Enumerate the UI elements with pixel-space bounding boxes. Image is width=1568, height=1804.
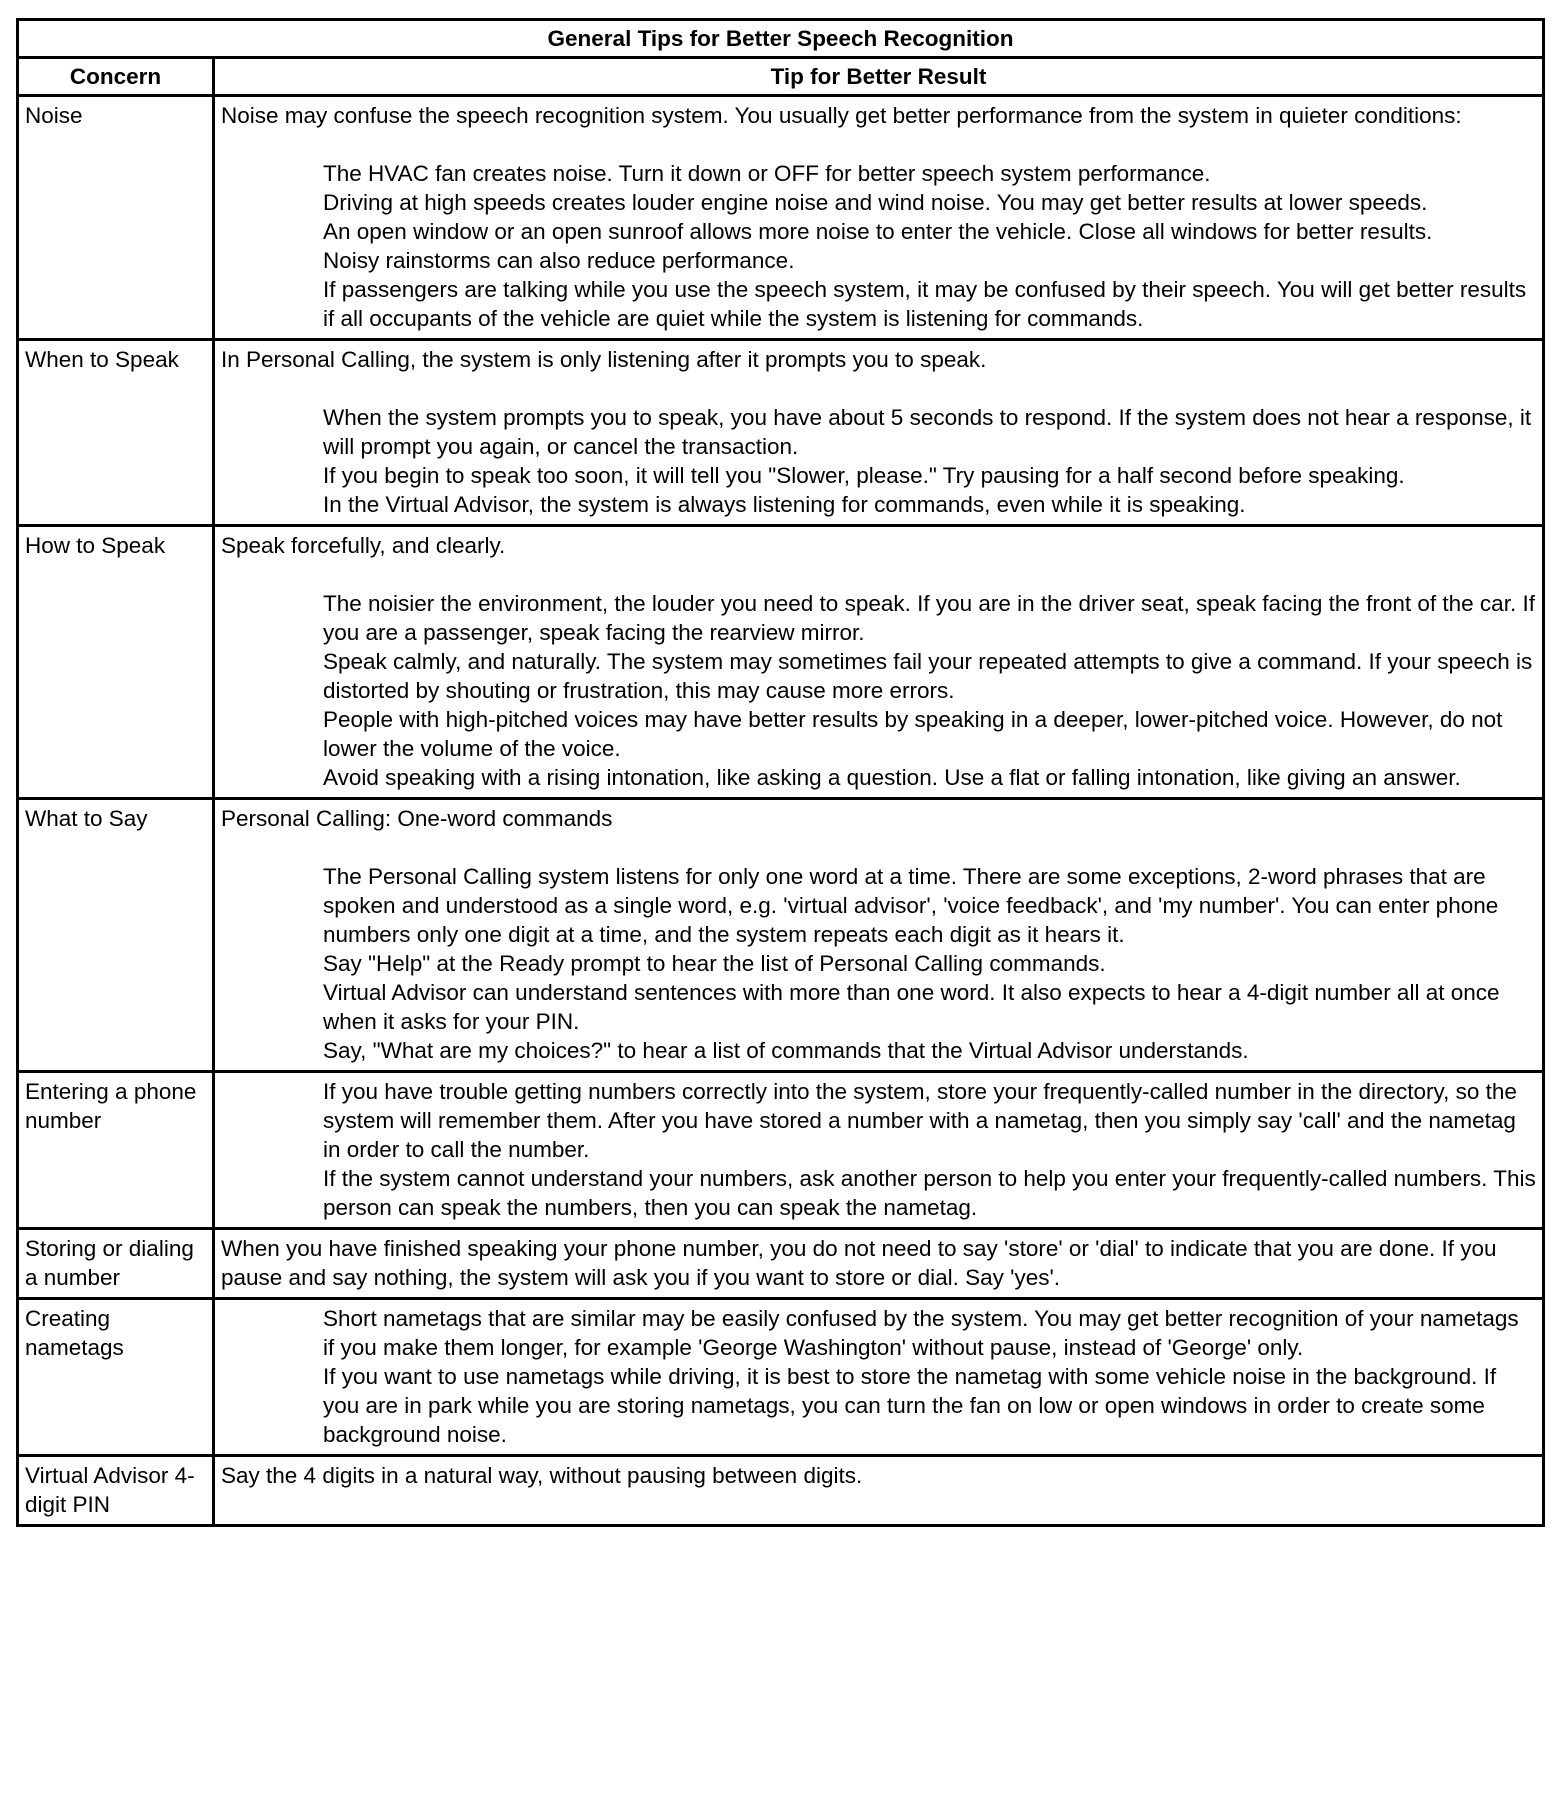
- tip-item: If the system cannot understand your numbers, ask another person to help you enter your frequently-called numbers. This person can speak the numbers, then you can speak the nametag.: [323, 1166, 1536, 1220]
- tip-item: If you want to use nametags while driving, it is best to store the nametag with some vehicle noise in the background. If you are in park while you are storing nametags, you can turn the fan on low or open windows in order to create some background noise.: [323, 1364, 1497, 1447]
- tip-item: If passengers are talking while you use the speech system, it may be confused by their speech. You will get better results if all occupants of the vehicle are quiet while the system is listening for commands.: [323, 277, 1527, 331]
- tip-item: The noisier the environment, the louder you need to speak. If you are in the driver seat, speak facing the front of the car. If you are a passenger, speak facing the rearview mirror.: [323, 591, 1535, 645]
- concern-cell: Virtual Advisor 4-digit PIN: [18, 1456, 214, 1526]
- tip-item: Speak calmly, and naturally. The system may sometimes fail your repeated attempts to give a command. If your speech is distorted by shouting or frustration, this may cause more errors.: [323, 649, 1533, 703]
- tip-cell: [214, 1229, 1544, 1299]
- speech-tips-document: [16, 18, 1542, 1527]
- tip-list: [221, 159, 1536, 333]
- table-row: [18, 526, 1544, 799]
- tip-intro: Noise may confuse the speech recognition system. You usually get better performance from the system in quieter conditions:: [221, 103, 1462, 128]
- concern-cell: Entering a phone number: [18, 1072, 214, 1229]
- tip-item: The HVAC fan creates noise. Turn it down or OFF for better speech system performance.: [323, 161, 1211, 186]
- tip-intro: Personal Calling: One-word commands: [221, 806, 613, 831]
- tip-intro: In Personal Calling, the system is only listening after it prompts you to speak.: [221, 347, 987, 372]
- table-title: General Tips for Better Speech Recognition: [18, 20, 1544, 58]
- tip-list: [221, 862, 1536, 1065]
- tip-intro: Say the 4 digits in a natural way, without pausing between digits.: [221, 1463, 863, 1488]
- tip-item: Virtual Advisor can understand sentences with more than one word. It also expects to hear a 4-digit number all at once when it asks for your PIN.: [323, 980, 1500, 1034]
- tip-list: [221, 1077, 1536, 1222]
- concern-cell: How to Speak: [18, 526, 214, 799]
- column-header-concern: Concern: [18, 58, 214, 96]
- tip-list: [221, 1304, 1536, 1449]
- tip-item: Avoid speaking with a rising intonation, like asking a question. Use a flat or falling intonation, like giving an answer.: [323, 765, 1461, 790]
- table-row: [18, 340, 1544, 526]
- tip-item: People with high-pitched voices may have better results by speaking in a deeper, lower-pitched voice. However, do not lower the volume of the voice.: [323, 707, 1503, 761]
- tip-item: When the system prompts you to speak, you have about 5 seconds to respond. If the system does not hear a response, it will prompt you again, or cancel the transaction.: [323, 405, 1532, 459]
- tip-list: [221, 403, 1536, 519]
- concern-cell: Creating nametags: [18, 1299, 214, 1456]
- spacer: [221, 833, 1536, 862]
- concern-cell: What to Say: [18, 799, 214, 1072]
- tip-item: The Personal Calling system listens for only one word at a time. There are some exceptions, 2-word phrases that are spoken and understood as a single word, e.g. 'virtual advisor', 'voice feedback', and 'my number'. You can enter phone numbers only one digit at a time, and the system repeats each digit as it hears it.: [323, 864, 1499, 947]
- table-row: [18, 96, 1544, 340]
- concern-cell: When to Speak: [18, 340, 214, 526]
- table-body: [18, 96, 1544, 1526]
- table-row: [18, 1299, 1544, 1456]
- spacer: [221, 130, 1536, 159]
- concern-cell: Noise: [18, 96, 214, 340]
- tip-item: Say "Help" at the Ready prompt to hear the list of Personal Calling commands.: [323, 951, 1106, 976]
- tip-cell: [214, 96, 1544, 340]
- tip-intro: Speak forcefully, and clearly.: [221, 533, 506, 558]
- speech-tips-table: [16, 18, 1545, 1527]
- tip-item: Say, "What are my choices?" to hear a list of commands that the Virtual Advisor understands.: [323, 1038, 1249, 1063]
- table-row: [18, 799, 1544, 1072]
- concern-cell: Storing or dialing a number: [18, 1229, 214, 1299]
- table-row: [18, 1229, 1544, 1299]
- tip-cell: [214, 799, 1544, 1072]
- tip-item: Driving at high speeds creates louder engine noise and wind noise. You may get better results at lower speeds.: [323, 190, 1428, 215]
- table-row: [18, 1072, 1544, 1229]
- tip-item: Noisy rainstorms can also reduce performance.: [323, 248, 795, 273]
- tip-cell: [214, 1072, 1544, 1229]
- column-header-tip: Tip for Better Result: [214, 58, 1544, 96]
- tip-cell: [214, 526, 1544, 799]
- tip-cell: [214, 340, 1544, 526]
- table-row: [18, 1456, 1544, 1526]
- spacer: [221, 374, 1536, 403]
- tip-cell: [214, 1299, 1544, 1456]
- tip-item: In the Virtual Advisor, the system is always listening for commands, even while it is speaking.: [323, 492, 1246, 517]
- tip-cell: [214, 1456, 1544, 1526]
- tip-item: If you have trouble getting numbers correctly into the system, store your frequently-called number in the directory, so the system will remember them. After you have stored a number with a nametag, then you simply say 'call' and the nametag in order to call the number.: [323, 1079, 1517, 1162]
- tip-item: If you begin to speak too soon, it will tell you "Slower, please." Try pausing for a half second before speaking.: [323, 463, 1405, 488]
- tip-item: An open window or an open sunroof allows more noise to enter the vehicle. Close all windows for better results.: [323, 219, 1433, 244]
- tip-intro: When you have finished speaking your phone number, you do not need to say 'store' or 'dial' to indicate that you are done. If you pause and say nothing, the system will ask you if you want to store or dial. Say 'yes'.: [221, 1236, 1497, 1290]
- tip-list: [221, 589, 1536, 792]
- tip-item: Short nametags that are similar may be easily confused by the system. You may get better recognition of your nametags if you make them longer, for example 'George Washington' without pause, instead of 'George' only.: [323, 1306, 1519, 1360]
- spacer: [221, 560, 1536, 589]
